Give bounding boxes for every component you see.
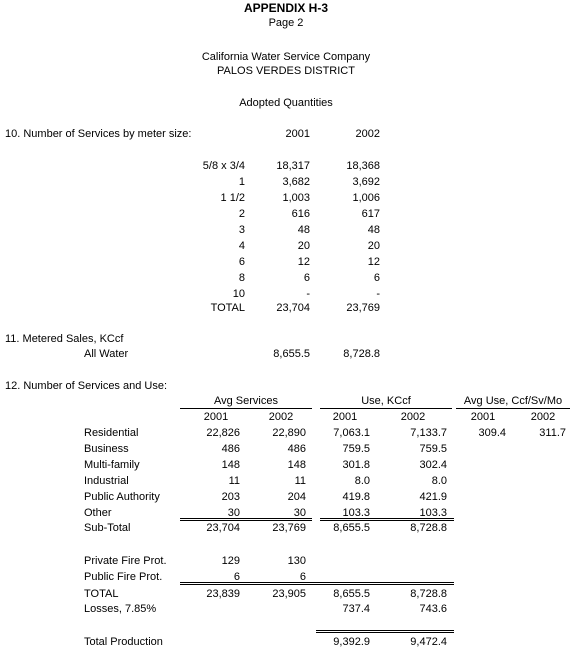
meter-size-2001: 18,317 xyxy=(276,160,310,172)
use-2002: 9,472.4 xyxy=(410,636,447,648)
all-water-2001: 8,655.5 xyxy=(273,348,310,360)
services-2002: 11 xyxy=(294,475,306,487)
meter-size-2001: 48 xyxy=(297,224,310,236)
meter-size-2002: 1,006 xyxy=(352,192,380,204)
col-year-use-2002: 2002 xyxy=(400,411,426,423)
use-2002: 302.4 xyxy=(419,459,447,471)
row-label: Total Production xyxy=(84,636,163,648)
use-2001: 759.5 xyxy=(342,443,370,455)
section-10-label: 10. Number of Services by meter size: xyxy=(5,128,192,140)
services-2002: 23,769 xyxy=(272,522,306,534)
row-label: Sub-Total xyxy=(84,522,131,534)
page-number: Page 2 xyxy=(268,17,304,29)
services-2001: 148 xyxy=(221,459,240,471)
services-2002: 22,890 xyxy=(272,427,306,439)
row-label: Public Fire Prot. xyxy=(84,571,163,583)
meter-size-label: 8 xyxy=(238,272,245,284)
use-2001: 8,655.5 xyxy=(333,588,370,600)
services-2002: 148 xyxy=(287,459,306,471)
use-2001: 737.4 xyxy=(342,603,370,615)
services-2002: 6 xyxy=(299,571,306,583)
use-2002: 421.9 xyxy=(419,491,447,503)
row-label: Business xyxy=(84,443,129,455)
avg-use-2002: 311.7 xyxy=(539,427,566,439)
meter-size-label: 4 xyxy=(238,240,245,252)
services-2001: 486 xyxy=(221,443,240,455)
use-2002: 8.0 xyxy=(431,475,447,487)
section-12-label: 12. Number of Services and Use: xyxy=(5,380,168,392)
services-2001: 129 xyxy=(221,555,240,567)
meter-size-2001: 6 xyxy=(303,272,310,284)
meter-size-label: TOTAL xyxy=(210,302,245,314)
use-2001: 9,392.9 xyxy=(333,636,370,648)
services-2001: 30 xyxy=(227,507,240,519)
meter-size-2002: 48 xyxy=(367,224,380,236)
row-label: Multi-family xyxy=(84,459,140,471)
meter-size-label: 1 xyxy=(238,176,245,188)
use-2001: 419.8 xyxy=(342,491,370,503)
subtotal-rule-services-1 xyxy=(180,518,312,519)
meter-size-label: 1 1/2 xyxy=(220,192,245,204)
row-label: TOTAL xyxy=(84,588,119,600)
district-name: PALOS VERDES DISTRICT xyxy=(217,65,355,77)
production-rule-1 xyxy=(316,630,454,631)
meter-size-2001: 12 xyxy=(297,256,310,268)
meter-size-2001: 616 xyxy=(291,208,310,220)
services-2002: 486 xyxy=(287,443,306,455)
meter-size-2001: 20 xyxy=(297,240,310,252)
services-2001: 203 xyxy=(221,491,240,503)
row-label: Residential xyxy=(84,427,139,439)
col-year-services-2001: 2001 xyxy=(203,411,229,423)
meter-size-2001: - xyxy=(306,288,310,300)
services-2002: 30 xyxy=(293,507,306,519)
group-underline-avg-services xyxy=(180,408,312,409)
services-2002: 130 xyxy=(287,555,306,567)
col-year-use-2001: 2001 xyxy=(332,411,358,423)
subtotal-rule-use-1 xyxy=(320,518,454,519)
meter-size-2002: 20 xyxy=(367,240,380,252)
meter-size-2001: 1,003 xyxy=(282,192,310,204)
appendix-title: APPENDIX H-3 xyxy=(243,1,329,15)
services-2002: 23,905 xyxy=(272,588,306,600)
meter-size-label: 5/8 x 3/4 xyxy=(202,160,245,172)
group-header-use-kccf: Use, KCcf xyxy=(361,395,411,407)
meter-size-2001: 3,682 xyxy=(282,176,310,188)
section-10-year-2002: 2002 xyxy=(355,128,380,140)
use-2002: 7,133.7 xyxy=(410,427,447,439)
use-2002: 8,728.8 xyxy=(410,522,447,534)
services-2001: 22,826 xyxy=(206,427,240,439)
services-2001: 6 xyxy=(233,571,240,583)
total-rule-2 xyxy=(180,584,454,585)
row-label: Losses, 7.85% xyxy=(84,603,157,615)
all-water-2002: 8,728.8 xyxy=(343,348,380,360)
total-rule-1 xyxy=(180,582,454,583)
use-2001: 7,063.1 xyxy=(333,427,370,439)
all-water-label: All Water xyxy=(84,348,129,360)
use-2002: 759.5 xyxy=(419,443,447,455)
services-2001: 23,839 xyxy=(206,588,240,600)
col-year-avg-2002: 2002 xyxy=(530,411,556,423)
section-11-label: 11. Metered Sales, KCcf xyxy=(5,333,124,345)
company-name: California Water Service Company xyxy=(201,51,371,63)
meter-size-2002: 12 xyxy=(367,256,380,268)
use-2001: 8.0 xyxy=(354,475,370,487)
meter-size-label: 2 xyxy=(238,208,245,220)
meter-size-label: 10 xyxy=(232,288,245,300)
use-2001: 8,655.5 xyxy=(333,522,370,534)
group-header-avg-use: Avg Use, Ccf/Sv/Mo xyxy=(463,395,563,407)
meter-size-2002: - xyxy=(376,288,380,300)
meter-size-2002: 617 xyxy=(361,208,380,220)
use-2001: 103.3 xyxy=(342,507,370,519)
meter-size-label: 6 xyxy=(238,256,245,268)
col-year-services-2002: 2002 xyxy=(268,411,294,423)
group-underline-avg-use xyxy=(456,408,570,409)
meter-size-2002: 18,368 xyxy=(346,160,380,172)
meter-size-2001: 23,704 xyxy=(276,302,310,314)
use-2001: 301.8 xyxy=(342,459,370,471)
use-2002: 103.3 xyxy=(419,507,447,519)
group-underline-use-kccf xyxy=(320,408,452,409)
row-label: Other xyxy=(84,507,112,519)
services-2001: 11 xyxy=(228,475,240,487)
row-label: Industrial xyxy=(84,475,129,487)
subtotal-rule-use-2 xyxy=(320,520,454,521)
row-label: Private Fire Prot. xyxy=(84,555,167,567)
col-year-avg-2001: 2001 xyxy=(470,411,496,423)
services-2001: 23,704 xyxy=(206,522,240,534)
use-2002: 8,728.8 xyxy=(410,588,447,600)
document-subtitle: Adopted Quantities xyxy=(239,97,333,109)
meter-size-2002: 23,769 xyxy=(346,302,380,314)
meter-size-2002: 6 xyxy=(373,272,380,284)
subtotal-rule-services-2 xyxy=(180,520,312,521)
group-header-avg-services: Avg Services xyxy=(214,395,278,407)
avg-use-2001: 309.4 xyxy=(478,427,506,439)
meter-size-label: 3 xyxy=(238,224,245,236)
services-2002: 204 xyxy=(287,491,306,503)
row-label: Public Authority xyxy=(84,491,160,503)
section-10-year-2001: 2001 xyxy=(285,128,310,140)
meter-size-2002: 3,692 xyxy=(352,176,380,188)
production-rule-2 xyxy=(316,632,454,633)
use-2002: 743.6 xyxy=(419,603,447,615)
